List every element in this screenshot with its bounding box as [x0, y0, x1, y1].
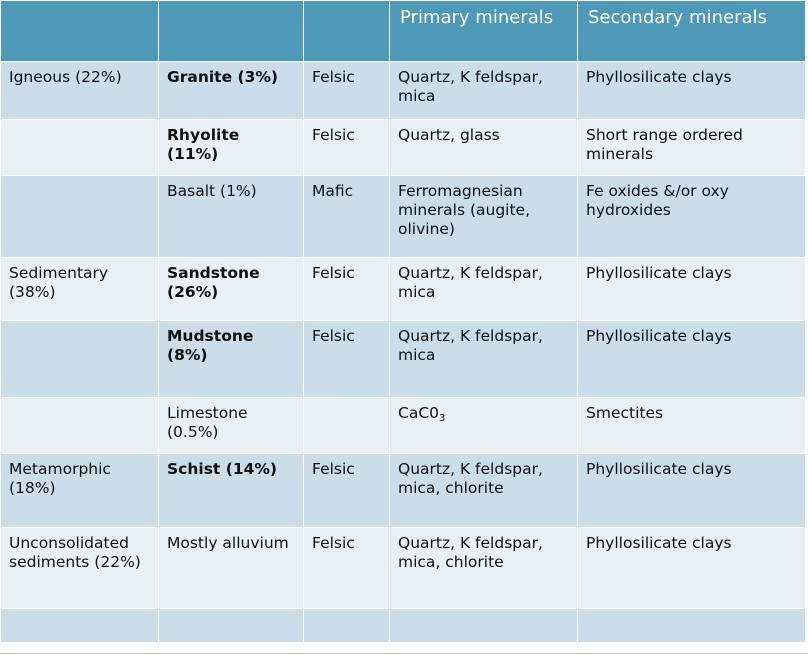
rock-cell: Mudstone (8%) — [159, 320, 304, 397]
group-cell: Sedimentary (38%) — [1, 257, 159, 320]
rock-cell: Mostly alluvium — [159, 527, 304, 609]
rock-cell — [159, 609, 304, 643]
secondary-minerals-cell: Smectites — [578, 398, 806, 454]
secondary-minerals-cell: Phyllosilicate clays — [578, 527, 806, 609]
header-cell-group — [1, 1, 159, 62]
primary-minerals-cell: Quartz, K feldspar, mica, chlorite — [390, 454, 578, 527]
table-row — [1, 176, 806, 258]
table-row — [1, 120, 806, 176]
primary-minerals-cell: Quartz, K feldspar, mica, chlorite — [390, 527, 578, 609]
secondary-minerals-cell: Short range ordered minerals — [578, 120, 806, 176]
header-cell-secondary: Secondary minerals — [578, 1, 806, 62]
rock-cell: Basalt (1%) — [159, 176, 304, 258]
primary-minerals-cell: Quartz, K feldspar, mica — [390, 62, 578, 120]
table-row — [1, 398, 806, 454]
group-cell: Unconsolidated sediments (22%) — [1, 527, 159, 609]
primary-minerals-cell: Quartz, K feldspar, mica — [390, 320, 578, 397]
secondary-minerals-cell: Phyllosilicate clays — [578, 454, 806, 527]
rock-cell: Schist (14%) — [159, 454, 304, 527]
rock-cell: Granite (3%) — [159, 62, 304, 120]
rock-cell: Limestone (0.5%) — [159, 398, 304, 454]
slide-bottom-divider — [0, 653, 808, 654]
secondary-minerals-cell — [578, 609, 806, 643]
formula-subscript: 3 — [439, 413, 446, 425]
group-cell — [1, 320, 159, 397]
header-row — [1, 1, 806, 62]
type-cell — [304, 398, 390, 454]
primary-minerals-cell — [390, 609, 578, 643]
secondary-minerals-cell: Fe oxides &/or oxy hydroxides — [578, 176, 806, 258]
table-row — [1, 454, 806, 527]
header-cell-rock — [159, 1, 304, 62]
rock-cell: Rhyolite (11%) — [159, 120, 304, 176]
group-cell — [1, 609, 159, 643]
group-cell — [1, 398, 159, 454]
primary-minerals-cell — [390, 398, 578, 454]
group-cell: Metamorphic (18%) — [1, 454, 159, 527]
table-row — [1, 609, 806, 643]
secondary-minerals-cell: Phyllosilicate clays — [578, 320, 806, 397]
table-row — [1, 527, 806, 609]
type-cell: Felsic — [304, 120, 390, 176]
group-cell — [1, 176, 159, 258]
primary-minerals-cell: Quartz, K feldspar, mica — [390, 257, 578, 320]
type-cell: Felsic — [304, 257, 390, 320]
type-cell: Felsic — [304, 320, 390, 397]
table-row — [1, 62, 806, 120]
secondary-minerals-cell: Phyllosilicate clays — [578, 257, 806, 320]
type-cell: Felsic — [304, 454, 390, 527]
primary-minerals-cell: Quartz, glass — [390, 120, 578, 176]
group-cell — [1, 120, 159, 176]
table-row — [1, 320, 806, 397]
type-cell: Felsic — [304, 62, 390, 120]
table-row — [1, 257, 806, 320]
formula-base: CaC0 — [398, 404, 440, 423]
secondary-minerals-cell: Phyllosilicate clays — [578, 62, 806, 120]
rock-cell: Sandstone (26%) — [159, 257, 304, 320]
type-cell — [304, 609, 390, 643]
type-cell: Mafic — [304, 176, 390, 258]
header-cell-type — [304, 1, 390, 62]
primary-minerals-cell: Ferromagnesian minerals (augite, olivine) — [390, 176, 578, 258]
group-cell: Igneous (22%) — [1, 62, 159, 120]
type-cell: Felsic — [304, 527, 390, 609]
header-cell-primary: Primary minerals — [390, 1, 578, 62]
